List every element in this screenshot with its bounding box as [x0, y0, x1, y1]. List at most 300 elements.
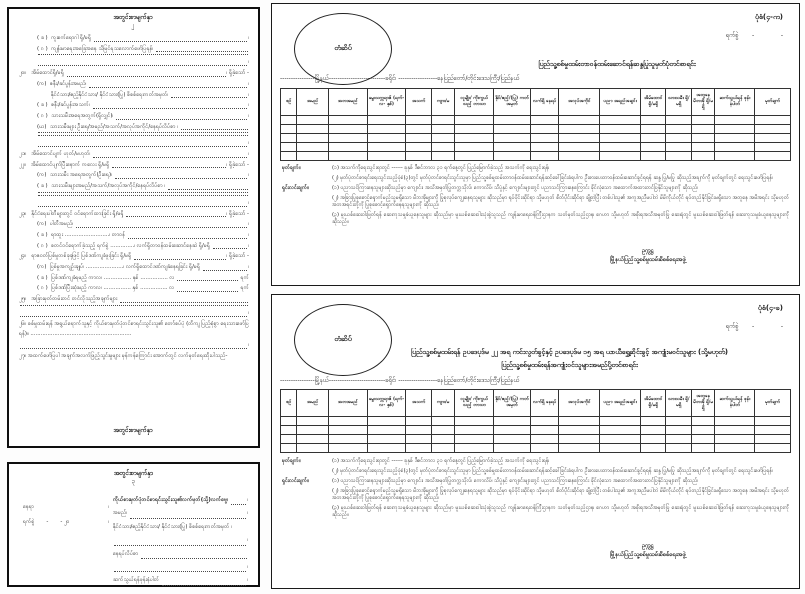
form-page-3-inner-sheet	[7, 462, 260, 587]
form-line	[113, 561, 248, 574]
dotted-fill-line	[177, 291, 238, 292]
table-cell	[406, 134, 432, 143]
table-cell	[297, 435, 329, 444]
table-cell	[431, 116, 454, 125]
dotted-fill-line	[171, 97, 247, 98]
table-row	[281, 116, 791, 125]
form-line	[17, 57, 249, 68]
note-text: (၃) မူးယစ်ဆေးဝါးဖြတ်ရန် ဆေးကုသမှုခံယူနေသူများ ဆိုသည်မှာ မူးယစ်ဆေးဝါးသုံးစွဲသူသည် ကျန်းမာရေးဝန်ကြီးဌာနက သတ်မှတ်သည့်ဌာန၊ ဂေဟာ သို့မဟုတ် အစိုးရအသိအမှတ်ပြု ဆေးရုံတွင် မူးယစ်ဆေးဝါးဖြတ်ရန် ဆေးကုသမှုခံယူနေသူများကို ဆိုသည်။	[332, 505, 789, 519]
table-cell	[494, 134, 531, 143]
table-cell	[455, 417, 494, 426]
note-row	[282, 488, 789, 503]
line-text: ၂၅။ အခြားမှတ်တမ်းတင် တင်လိုသည့်အချက်များ	[19, 296, 119, 303]
column-header: အသက်	[406, 390, 432, 417]
notes-section	[282, 165, 789, 229]
table-cell	[406, 152, 432, 161]
table-cell	[600, 152, 641, 161]
column-header: စဉ်	[281, 89, 297, 116]
table-row	[281, 444, 791, 453]
table-cell	[455, 143, 494, 152]
table-cell	[559, 435, 600, 444]
table-body	[281, 417, 791, 453]
form-line	[17, 138, 249, 149]
column-header: ဆက်သွယ်ရန် ဖုန်းနံပါတ်	[715, 390, 755, 417]
form-line	[17, 100, 249, 111]
line-text: ( ခ ) ဇနီး/ခင်ပွန်းအသက်၊	[37, 102, 92, 109]
table-cell	[367, 435, 406, 444]
table-cell	[431, 143, 454, 152]
dotted-fill-line	[134, 259, 225, 260]
dotted-fill-line	[112, 167, 225, 168]
line-text: ၂၃။ နိုင်ငံရေးပါတီများတွင် ဝင်ရောက်ထားခြင်း ရှိ/မရှိ	[19, 210, 126, 217]
line-text: ကိုယ်စားမှတ်ပုံတင်စာရင်းသွင်းသူ၏လက်မှတ်(သို့)လက်ဗွေ၊	[113, 497, 230, 503]
table-cell	[755, 116, 791, 125]
table-cell	[559, 152, 600, 161]
table-cell	[640, 116, 666, 125]
table-cell	[494, 435, 531, 444]
form-line	[17, 111, 249, 122]
table-row	[281, 125, 791, 134]
line-text: အမည်၊	[113, 510, 129, 517]
form-number: ပုံစံ(၄-ခ)	[757, 304, 783, 312]
dotted-fill-line	[38, 195, 248, 196]
table-cell	[297, 134, 329, 143]
table-cell	[328, 417, 367, 426]
table-cell	[640, 152, 666, 161]
notes-section	[282, 458, 789, 522]
table-cell	[431, 435, 454, 444]
column-header: အသက်	[406, 89, 432, 116]
line-end-text: ၊	[108, 519, 109, 525]
dotted-fill-line	[38, 54, 248, 55]
note-text: (၁) အသက်ကိုရေးသွင်းရာတွင် ------ ခုနှစ် ဒီဇင်ဘာလ ၃၁ ရက်နေ့တွင် ပြည့်မြောက်ခဲ့သည့် အသက်ကို ရေးသွင်းရန်၊	[332, 458, 550, 464]
table-cell	[715, 417, 755, 426]
line-end-text: ၊	[247, 510, 248, 517]
form-line	[113, 521, 248, 534]
table-cell	[367, 444, 406, 453]
line-text: ( ခ ) ပြစ်ဒဏ်ကျခံရမည့် ကာလ၊ ................ နှစ် ................ လ	[37, 274, 177, 281]
table-cell	[600, 444, 641, 453]
signature-title: ဥက္ကဋ္ဌ	[641, 543, 655, 549]
table-cell	[297, 426, 329, 435]
table-row	[281, 152, 791, 161]
line-text: ( ခ ) ရာထူး ..........................၊ တာဝန်	[37, 231, 127, 238]
form-title-line2: ပြည်သူ့စစ်မှုထမ်းရန်အကျုံးဝင်သူများအမည်ပို့တင်စာရင်း	[501, 361, 638, 369]
line-text: ( ခ ) သားသမီးများအမည်/အသက်/အလုပ်အကိုင်/နေရပ်လိပ်စာ ၊	[37, 183, 168, 190]
dotted-fill-line	[177, 280, 238, 281]
line-end-text: ရက်	[238, 285, 249, 292]
table-cell	[640, 125, 666, 134]
table-cell	[559, 426, 600, 435]
line-end-text: ၊	[248, 91, 249, 98]
note-label: မှတ်ချက်။	[282, 458, 301, 464]
line-end-text: ၊	[248, 35, 249, 41]
table-row	[281, 143, 791, 152]
table-cell	[530, 426, 559, 435]
note-text: (၂) မှတ်ပုံတင်စာရင်းရေးသွင်းသည့်ပုံစံ(၃)တွင် မှတ်ပုံတင်စာရင်းသွင်းသူမှာ ပြည်သူ့စစ်မှုထမ်းတာဝန်ထမ်းဆောင်ရန်ဆင့်ခေါ်ခြင်းခံရပါက ဦးစားပေးတာဝန်ထမ်းဆောင်ခွင့်ရရန် ဆန္ဒ ပြု/မပြု ဆိုသည့်အချက်ကို မှတ်ချက်တွင် ရေးသွင်းဖော်ပြရန်၊	[332, 174, 773, 181]
column-header: စဉ်	[281, 390, 297, 417]
table-cell	[600, 143, 641, 152]
dotted-fill-line	[38, 192, 248, 193]
table-cell	[530, 435, 559, 444]
line-end-text: ၊	[248, 151, 249, 158]
table-header-row	[281, 390, 791, 417]
column-header: အတူနေ မိဘအို ရှိ/မရှိ	[691, 89, 714, 116]
line-text: (က) ဇနီး/ခင်ပွန်းအမည်၊	[37, 80, 89, 87]
table-row	[281, 426, 791, 435]
column-header: လူမျိုး/ ကိုးကွယ်သည့် ဘာသာ	[455, 390, 494, 417]
dotted-fill-line	[94, 41, 247, 42]
table-body	[281, 116, 791, 161]
registrant-signature-column	[113, 494, 248, 588]
register-table	[280, 88, 791, 161]
form-line	[23, 500, 109, 515]
table-cell	[281, 116, 297, 125]
dotted-fill-line	[89, 87, 247, 88]
table-cell	[431, 444, 454, 453]
table-cell	[691, 116, 714, 125]
page-head	[9, 470, 258, 489]
note-row	[282, 458, 789, 465]
form-line	[17, 44, 249, 55]
note-row	[282, 195, 789, 210]
form-line	[17, 68, 249, 79]
form-line	[17, 160, 249, 171]
note-label: ရှင်းလင်းချက်။	[282, 184, 309, 191]
table-cell	[406, 125, 432, 134]
note-row	[282, 185, 789, 192]
form-line	[17, 79, 249, 90]
table-cell	[431, 134, 454, 143]
table-cell	[715, 435, 755, 444]
dotted-fill-line	[115, 178, 247, 179]
form-line	[17, 209, 249, 220]
table-cell	[666, 417, 692, 426]
table-cell	[715, 444, 755, 453]
form-title: ပြည်သူ့စစ်မှုထမ်းတာဝန်ထမ်းဆောင်ရန်ဆန္ဒပြုသူမှတ်ပုံတင်စာရင်း	[538, 60, 696, 68]
form-line	[17, 351, 249, 362]
form-line	[17, 262, 249, 273]
table-cell	[406, 444, 432, 453]
table-cell	[297, 143, 329, 152]
column-header: လက်ရှိ နေရပ်	[530, 89, 559, 116]
note-label: မှတ်ချက်။	[282, 165, 301, 171]
table-cell	[666, 125, 692, 134]
note-label: ရှင်းလင်းချက်။	[282, 477, 309, 484]
page-number: ၃	[131, 478, 136, 485]
form-line	[113, 574, 248, 587]
line-text: နိုင်ငံသား/ဧည့်နိုင်ငံသား/ နိုင်ငံသား(ပြု) စိစစ်ရေးကတ်အမှတ် ၊	[113, 523, 233, 530]
form-page-2-inner-sheet	[7, 7, 260, 448]
table-cell	[281, 134, 297, 143]
table-cell	[640, 143, 666, 152]
note-label	[282, 212, 330, 227]
note-text: (၂) အခြားပြုစုစောင့်ရှောက်မည့်သူမရှိသော မိဘအိုများကို ပြုစုလုပ်ကျွေးနေရသူများ ဆိုသည်မှာ ရုပ်ပိုင်းဆိုင်ရာ သို့မဟုတ် စိတ်ပိုင်းဆိုင်ရာ ချို့တဲ့ပြီး တစ်ပါးသူ၏ အကူအညီမပါဘဲ မိမိကိုယ်တိုင် ရပ်တည်နိုင်ခြင်းမရှိသော အတူနေ အမိအရင်း သို့မဟုတ် အဘအရင်းတို့ကို ပြုစုစောင့်ရှောက်နေရသူများကို ဆိုသည်၊	[332, 487, 789, 502]
dotted-fill-line	[168, 189, 248, 190]
table-cell	[691, 444, 714, 453]
table-cell	[559, 116, 600, 125]
table-cell	[559, 134, 600, 143]
table-cell	[691, 426, 714, 435]
dotted-fill-line	[231, 504, 246, 505]
table-cell	[455, 435, 494, 444]
form-line	[17, 90, 249, 101]
line-end-text: ၊	[248, 199, 249, 206]
note-row	[282, 165, 789, 172]
dotted-fill-line	[213, 248, 247, 249]
table-cell	[755, 435, 791, 444]
table-cell	[666, 426, 692, 435]
table-cell	[328, 143, 367, 152]
form-line	[17, 230, 249, 241]
column-header: အမည်	[297, 390, 329, 417]
table-cell	[691, 143, 714, 152]
line-end-text: ၊	[248, 309, 249, 316]
line-text: ၂၀။ အိမ်ထောင်ရှိ/မရှိ	[19, 70, 66, 77]
column-header: အဘအမည်	[328, 390, 367, 417]
note-text: (၂) အခြားပြုစုစောင့်ရှောက်မည့်သူမရှိသော မိဘအိုများကို ပြုစုလုပ်ကျွေးနေရသူများ ဆိုသည်မှာ ရုပ်ပိုင်းဆိုင်ရာ သို့မဟုတ် စိတ်ပိုင်းဆိုင်ရာ ချို့တဲ့ပြီး တစ်ပါးသူ၏ အကူအညီမပါဘဲ မိမိကိုယ်တိုင် ရပ်တည်နိုင်ခြင်းမရှိသော အတူနေ အမိအရင်း သို့မဟုတ် အဘအရင်းတို့ကို ပြုစုစောင့်ရှောက်နေရသူများကို ဆိုသည်၊	[332, 194, 789, 209]
note-row	[282, 175, 789, 182]
seal-label: တံဆိပ်	[334, 335, 352, 343]
table-cell	[494, 417, 531, 426]
line-end-text: ၊	[108, 504, 109, 510]
dotted-fill-line	[130, 518, 246, 519]
table-cell	[297, 444, 329, 453]
column-header: အတူနေ မိဘအို ရှိ/မရှိ	[691, 390, 714, 417]
table-cell	[455, 444, 494, 453]
table-row	[281, 435, 791, 444]
line-text: ၂၁။ အိမ်ထောင်ပျက် ဟုတ်/မဟုတ်၊	[19, 151, 93, 158]
township-district-region-line: ----------------မြို့နယ်--------------------------ခရိုင်၊ ------------------နေပြည်တော်/တိုင်းဒေသကြီး/ပြည်နယ်	[280, 75, 520, 82]
signature-org: မြို့နယ်ပြည်သူ့စစ်မှုထမ်းစိစစ်ရေးအဖွဲ့	[610, 552, 686, 558]
note-label	[282, 468, 330, 475]
note-label	[282, 505, 330, 520]
table-cell	[715, 143, 755, 152]
table-cell	[281, 143, 297, 152]
note-label	[282, 195, 330, 210]
line-end-text: ၊ ရှိခဲ့သော် -	[226, 161, 249, 168]
table-cell	[431, 125, 454, 134]
place-date-column	[23, 500, 109, 530]
table-cell	[406, 426, 432, 435]
line-end-text: ၊	[248, 231, 249, 238]
table-cell	[666, 143, 692, 152]
dotted-fill-line	[114, 571, 246, 572]
table-cell	[406, 116, 432, 125]
note-text: (၃) မူးယစ်ဆေးဝါးဖြတ်ရန် ဆေးကုသမှုခံယူနေသူများ ဆိုသည်မှာ မူးယစ်ဆေးဝါးသုံးစွဲသူသည် ကျန်းမာရေးဝန်ကြီးဌာနက သတ်မှတ်သည့်ဌာန၊ ဂေဟာ သို့မဟုတ် အစိုးရအသိအမှတ်ပြု ဆေးရုံတွင် မူးယစ်ဆေးဝါးဖြတ်ရန် ဆေးကုသမှုခံယူနေသူများကို ဆိုသည်။	[332, 212, 789, 226]
table-cell	[367, 125, 406, 134]
form-line	[17, 219, 249, 230]
table-cell	[494, 116, 531, 125]
table-cell	[297, 152, 329, 161]
line-end-text: ၊	[247, 537, 248, 544]
table-cell	[666, 134, 692, 143]
table-cell	[406, 143, 432, 152]
form-line	[17, 319, 249, 340]
table-cell	[559, 143, 600, 152]
column-header: ပညာ အရည်အချင်း	[600, 89, 641, 116]
table-cell	[455, 426, 494, 435]
line-end-text: ၊	[248, 341, 249, 348]
table-cell	[691, 435, 714, 444]
line-text: ၂၆။ စစ်မှုထမ်းရန် အရွယ်ရောက်သူနှင့် ကိုယ်စားမှတ်ပုံတင်စာရင်းသွင်းသူ၏ တော်စပ်ပုံ (တိကျ ပြည့်စုံစွာ ရေးသားဖော်ပြရန်)။ ...........................................................	[19, 320, 249, 338]
table-cell	[367, 426, 406, 435]
line-end-text: ၊	[248, 264, 249, 271]
table-cell	[755, 125, 791, 134]
table-header-row	[281, 89, 791, 116]
table-cell	[367, 134, 406, 143]
table-cell	[281, 417, 297, 426]
form-line	[113, 494, 248, 507]
table-cell	[328, 444, 367, 453]
form-line	[113, 507, 248, 520]
table-cell	[431, 417, 454, 426]
dotted-fill-line	[120, 302, 248, 303]
table-cell	[297, 116, 329, 125]
line-end-text: ၊	[248, 59, 249, 66]
table-cell	[691, 125, 714, 134]
table-cell	[281, 426, 297, 435]
form-line	[113, 548, 248, 561]
form-line	[17, 149, 249, 160]
column-header: ကျား/မ	[431, 390, 454, 417]
date-line: ရက်စွဲ - -	[725, 32, 783, 39]
note-row	[282, 468, 789, 475]
line-text: ( ဂ ) စတင်ဝင်ရောက်ခဲ့သည့် ရက်စွဲ ..............၊ လက်ရှိတာဝန်ထမ်းဆောင်နေဆဲ ရှိ/မရှိ	[37, 242, 212, 249]
table-cell	[406, 417, 432, 426]
dotted-fill-line	[156, 51, 248, 52]
column-header: သားသမီး ရှိ/မရှိ	[666, 390, 692, 417]
dotted-fill-line	[20, 348, 247, 349]
table-cell	[494, 143, 531, 152]
table-cell	[640, 134, 666, 143]
line-text: ( ဂ ) ပြစ်ဒဏ်ပြီးဆုံးမည့် ကာလ၊ ................ နှစ် ................ လ	[37, 285, 177, 292]
table-cell	[755, 152, 791, 161]
line-text: (ဃ) သားသမီးများ ဦးရေ/အမည်/အသက်/အလုပ်အကိုင်/နေရပ်လိပ်စာ ၊	[37, 123, 180, 130]
table-cell	[600, 435, 641, 444]
table-cell	[406, 435, 432, 444]
table-cell	[455, 125, 494, 134]
column-header: ဆက်သွယ်ရန် ဖုန်းနံပါတ်	[715, 89, 755, 116]
form-line	[17, 122, 249, 133]
note-row	[282, 212, 789, 227]
table-cell	[715, 134, 755, 143]
page-footer-heading: အတွင်းစာမျက်နှာ	[113, 427, 153, 434]
column-header: နိုင်/ဧည့်/(ပြု) ကတ်အမှတ်	[494, 390, 531, 417]
form-line	[17, 251, 249, 262]
line-text: ( ဂ ) ကျန်းမာရေးအခြေအနေ သိမြင်ရသလောက်ဖော်ပြရန်၊	[37, 45, 156, 52]
line-text: နေရာ	[23, 504, 35, 510]
column-header: လူမျိုး/ ကိုးကွယ်သည့် ဘာသာ	[455, 89, 494, 116]
note-label	[282, 488, 330, 503]
note-label	[282, 175, 330, 182]
line-text: ၂၂။ အိမ်ထောင်ပျက်ပြီးနောက် ကလေး ရှိ/မရှိ	[19, 161, 112, 168]
line-end-text: ၊	[248, 242, 249, 249]
table-cell	[494, 152, 531, 161]
township-district-region-line: ----------------မြို့နယ်--------------------------ခရိုင်၊ ------------------နေပြည်တော်/တိုင်းဒေသကြီး/ပြည်နယ်	[280, 377, 520, 384]
dotted-fill-line	[93, 157, 247, 158]
table-cell	[666, 444, 692, 453]
line-end-text: ၊	[248, 172, 249, 179]
table-cell	[281, 435, 297, 444]
line-end-text: ၊	[248, 221, 249, 228]
table-cell	[367, 116, 406, 125]
table-cell	[281, 152, 297, 161]
line-text: နိုင်ငံသား/ဧည့်နိုင်ငံသား/ နိုင်ငံသား(ပြု) စိစစ်ရေးကတ်အမှတ်၊	[51, 91, 171, 98]
table-cell	[455, 152, 494, 161]
line-end-text: ရက်	[238, 274, 249, 281]
table-cell	[600, 116, 641, 125]
dotted-fill-line	[126, 216, 225, 217]
note-row	[282, 505, 789, 520]
line-text: ဆက်သွယ်ရန်ဖုန်းနံပါတ်	[113, 577, 161, 584]
table-cell	[691, 417, 714, 426]
table-cell	[600, 125, 641, 134]
column-header: မွေးသက္ကရာဇ် (ရက်-လ- နှစ်)	[367, 390, 406, 417]
table-cell	[297, 125, 329, 134]
form-line	[17, 294, 249, 305]
table-cell	[715, 125, 755, 134]
table-cell	[328, 435, 367, 444]
line-text: နေရပ်လိပ်စာ	[113, 550, 140, 557]
column-header: ကျား/မ	[431, 89, 454, 116]
table-cell	[559, 444, 600, 453]
table-cell	[494, 444, 531, 453]
line-end-text: ၊	[247, 497, 248, 503]
table-cell	[691, 152, 714, 161]
table-cell	[530, 125, 559, 134]
signature-block	[533, 542, 763, 560]
dotted-fill-line	[162, 585, 246, 586]
page-heading: အတွင်းစာမျက်နှာ	[113, 14, 153, 21]
table-cell	[367, 143, 406, 152]
form-line	[17, 283, 249, 294]
line-text: (က) ပါတီအမည်၊	[37, 221, 75, 228]
form-line	[17, 340, 249, 351]
dotted-fill-line	[116, 119, 247, 120]
table-cell	[755, 444, 791, 453]
signature-block	[533, 247, 763, 265]
table-cell	[328, 125, 367, 134]
table-cell	[530, 444, 559, 453]
line-end-text: ၊	[248, 80, 249, 87]
table-cell	[640, 444, 666, 453]
form-4a-page	[271, 3, 800, 286]
column-header: မှတ်ချက်	[755, 390, 791, 417]
line-text: ( ခ ) ကူးစက်ရောဂါ ရှိ/မရှိ	[37, 35, 93, 41]
table-cell	[755, 143, 791, 152]
column-header: အမည်	[297, 89, 329, 116]
note-text: (၁) ပညာသင်ကြားနေသူများဆိုသည်မှာ ကျောင်း၊ အသိအမှတ်ပြုတက္ကသိုလ်၊ ကောလိပ်၊ သိပ္ပံနှင့် ကျောင်းများတွင် ပညာသင်ကြားနေကြောင်း ခိုင်လုံသော အထောက်အထားတင်ပြနိုင်သူများကို ဆိုသည်၊	[332, 477, 699, 484]
table-cell	[328, 426, 367, 435]
note-text: (၂) မှတ်ပုံတင်စာရင်းရေးသွင်းသည့်ပုံစံ(၃)တွင် မှတ်ပုံတင်စာရင်းသွင်းသူမှာ ပြည်သူ့စစ်မှုထမ်းတာဝန်ထမ်းဆောင်ရန်ဆင့်ခေါ်ခြင်းခံရပါက ဦးစားပေးတာဝန်ထမ်းဆောင်ခွင့်ရရန် ဆန္ဒ ပြု/မပြု ဆိုသည့်အချက်ကို မှတ်ချက်တွင် ရေးသွင်းဖော်ပြရန်၊	[332, 467, 773, 474]
table-cell	[455, 134, 494, 143]
line-end-text: ၊	[247, 564, 248, 571]
line-end-text: ၊	[248, 112, 249, 119]
line-text: ၂၄။ ရာဇဝတ်ပြစ်မှုတစ်ခုခုဖြင့် ပြစ်ဒဏ်ကျခံဖူးခြင်း ရှိ/မရှိ	[19, 253, 134, 260]
form-line	[17, 33, 249, 44]
table-cell	[640, 426, 666, 435]
table-cell	[431, 426, 454, 435]
dotted-fill-line	[203, 270, 247, 271]
seal-label: တံဆိပ်	[334, 44, 352, 52]
line-text: (က) ပြစ်မှုအကျဉ်းချုပ်၊ ......................၊ လက်ရှိထောင်ဒဏ်ကျခံနေရခြင်း ရှိ/မရှိ	[37, 264, 202, 271]
dotted-fill-line	[76, 227, 247, 228]
table-cell	[367, 417, 406, 426]
form-line	[17, 273, 249, 284]
table-cell	[494, 426, 531, 435]
form-line	[113, 534, 248, 547]
